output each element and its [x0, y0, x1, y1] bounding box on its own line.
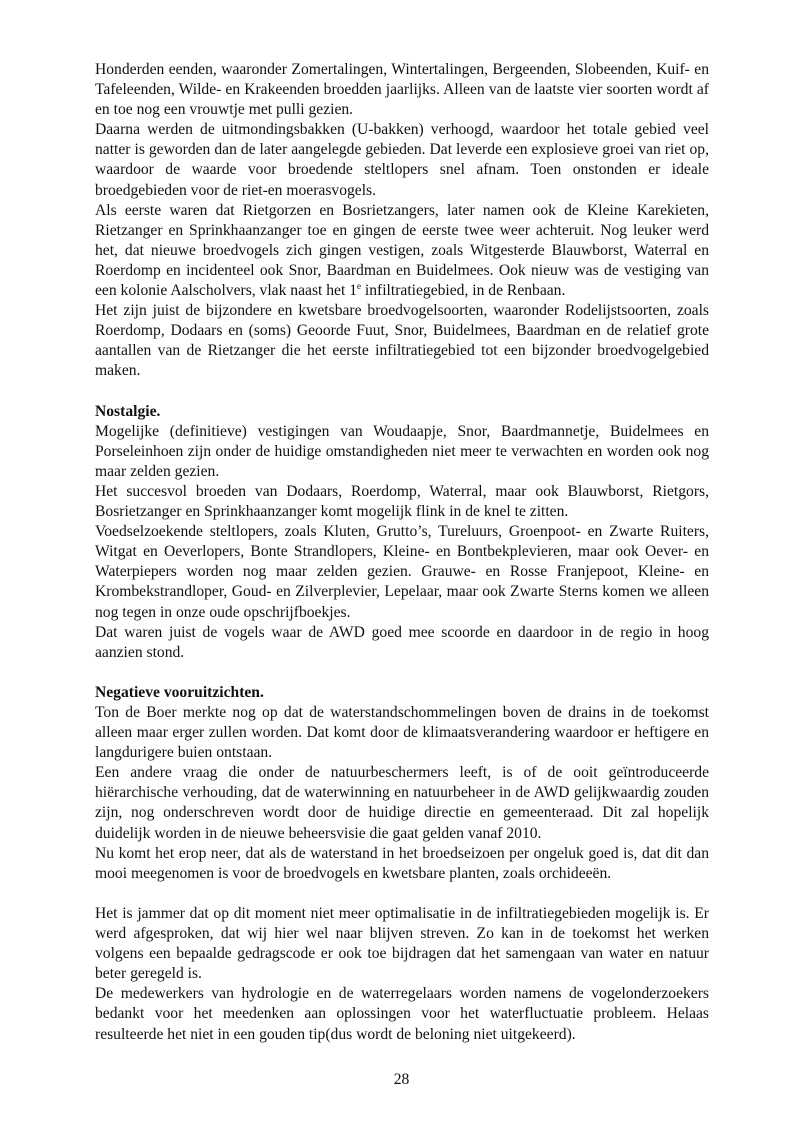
paragraph-awd-reputation: Dat waren juist de vogels waar de AWD goed mee scoorde en daardoor in de regio in hoog aanzien stond. [95, 623, 709, 661]
heading-negatieve-vooruitzichten: Negatieve vooruitzichten. [95, 683, 264, 701]
paragraph-u-bakken: Daarna werden de uitmondingsbakken (U-bakken) verhoogd, waardoor het totale gebied veel natter is geworden dan de later aangelegde gebieden. Dat leverde een explosieve groei van riet op, waardoor de waarde voor broedende steltlopers snel afnam. Toen onstonden er ideale broedgebieden voor de riet-en moerasvogels. [95, 121, 709, 199]
paragraph-optimisation: Het is jammer dat op dit moment niet meer optimalisatie in de infiltratiegebieden mogelijk is. Er werd afgesproken, dat wij hier wel naar blijven streven. Zo kan in de toekomst het werken volgens een bepaalde gedragscode er ook toe bijdragen dat het samengaan van water en natuur beter geregeld is. [95, 904, 709, 983]
paragraph-possible-settlements: Mogelijke (definitieve) vestigingen van Woudaapje, Snor, Baardmannetje, Buidelmees en Porseleinhoen zijn onder de huidige omstandigheden niet meer te verwachten en worden ook nog maar zelden gezien. [95, 422, 709, 480]
page-body [95, 60, 709, 1045]
ordinal-superscript: e [357, 280, 361, 291]
paragraph-ducks: Honderden eenden, waaronder Zomertalingen, Wintertalingen, Bergeenden, Slobeenden, Kuif- en Tafeleenden, Wilde- en Krakeenden broedden jaarlijks. Alleen van de laatste vier soorten wordt af en toe nog een vrouwtje met pulli gezien. [95, 61, 709, 119]
paragraph-thanks: De medewerkers van hydrologie en de waterregelaars worden namens de vogelonderzoekers bedankt voor het meedenken aan oplossingen voor het waterfluctuatie probleem. Helaas resulteerde het niet in een gouden tip(dus wordt de beloning niet uitgekeerd). [95, 985, 709, 1043]
paragraph-special-species: Het zijn juist de bijzondere en kwetsbare broedvogelsoorten, waaronder Rodelijstsoorten, zoals Roerdomp, Dodaars en (soms) Geoorde Fuut, Snor, Buidelmees, Baardman en de relatief grote aantallen van de Rietzanger die het eerste infiltratiegebied tot een bijzonder broedvogelgebied maken. [95, 302, 709, 380]
heading-nostalgie: Nostalgie. [95, 402, 161, 420]
spacer [95, 663, 709, 683]
paragraph-first-settlers [95, 201, 709, 301]
paragraph-first-settlers-text: Als eerste waren dat Rietgorzen en Bosrietzangers, later namen ook de Kleine Karekieten, Rietzanger en Sprinkhaanzanger toe en gingen de eerste twee weer achteruit. Nog leuker werd het, dat nieuwe broedvogels zich gingen vestigen, zoals Witgesterde Blauwborst, Waterral en Roerdomp en incidenteel ook Snor, Baardman en Buidelmees. Ook nieuw was de vestiging van een kolonie Aalscholvers, vlak naast het 1 [95, 201, 709, 300]
spacer [95, 382, 709, 402]
paragraph-hierarchy-question: Een andere vraag die onder de natuurbeschermers leeft, is of de ooit geïntroduceerde hiërarchische verhouding, dat de waterwinning en natuurbeheer in de AWD gelijkwaardig zouden zijn, nog onderschreven wordt door de huidige directie en gemeenteraad. Dit zal hopelijk duidelijk worden in de nieuwe beheersvisie die gaat gelden vanaf 2010. [95, 764, 709, 842]
paragraph-water-level-luck: Nu komt het erop neer, dat als de waterstand in het broedseizoen per ongeluk goed is, dat dit dan mooi meegenomen is voor de broedvogels en kwetsbare planten, zoals orchideeën. [95, 844, 709, 882]
paragraph-first-settlers-end: infiltratiegebied, in de Renbaan. [361, 282, 566, 300]
spacer [95, 884, 709, 904]
paragraph-breeding-success: Het succesvol broeden van Dodaars, Roerdomp, Waterral, maar ook Blauwborst, Rietgors, Bosrietzanger en Sprinkhaanzanger komt mogelijk flink in de knel te zitten. [95, 482, 709, 521]
page-number: 28 [393, 1071, 410, 1088]
paragraph-water-level-fluctuations: Ton de Boer merkte nog op dat de waterstandschommelingen boven de drains in de toekomst alleen maar erger zullen worden. Dat komt door de klimaatsverandering waardoor er heftigere en langdurigere buien ontstaan. [95, 704, 709, 762]
paragraph-waders: Voedselzoekende steltlopers, zoals Kluten, Grutto’s, Tureluurs, Groenpoot- en Zwarte Ruiters, Witgat en Oeverlopers, Bonte Strandlopers, Kleine- en Bontbekplevieren, maar ook Oever- en Waterpiepers worden nog maar zelden gezien. Grauwe- en Rosse Franjepoot, Kleine- en Krombekstrandloper, Goud- en Zilverplevier, Lepelaar, maar ook Zwarte Sterns komen we alleen nog tegen in onze oude opschrijfboekjes. [95, 523, 709, 621]
